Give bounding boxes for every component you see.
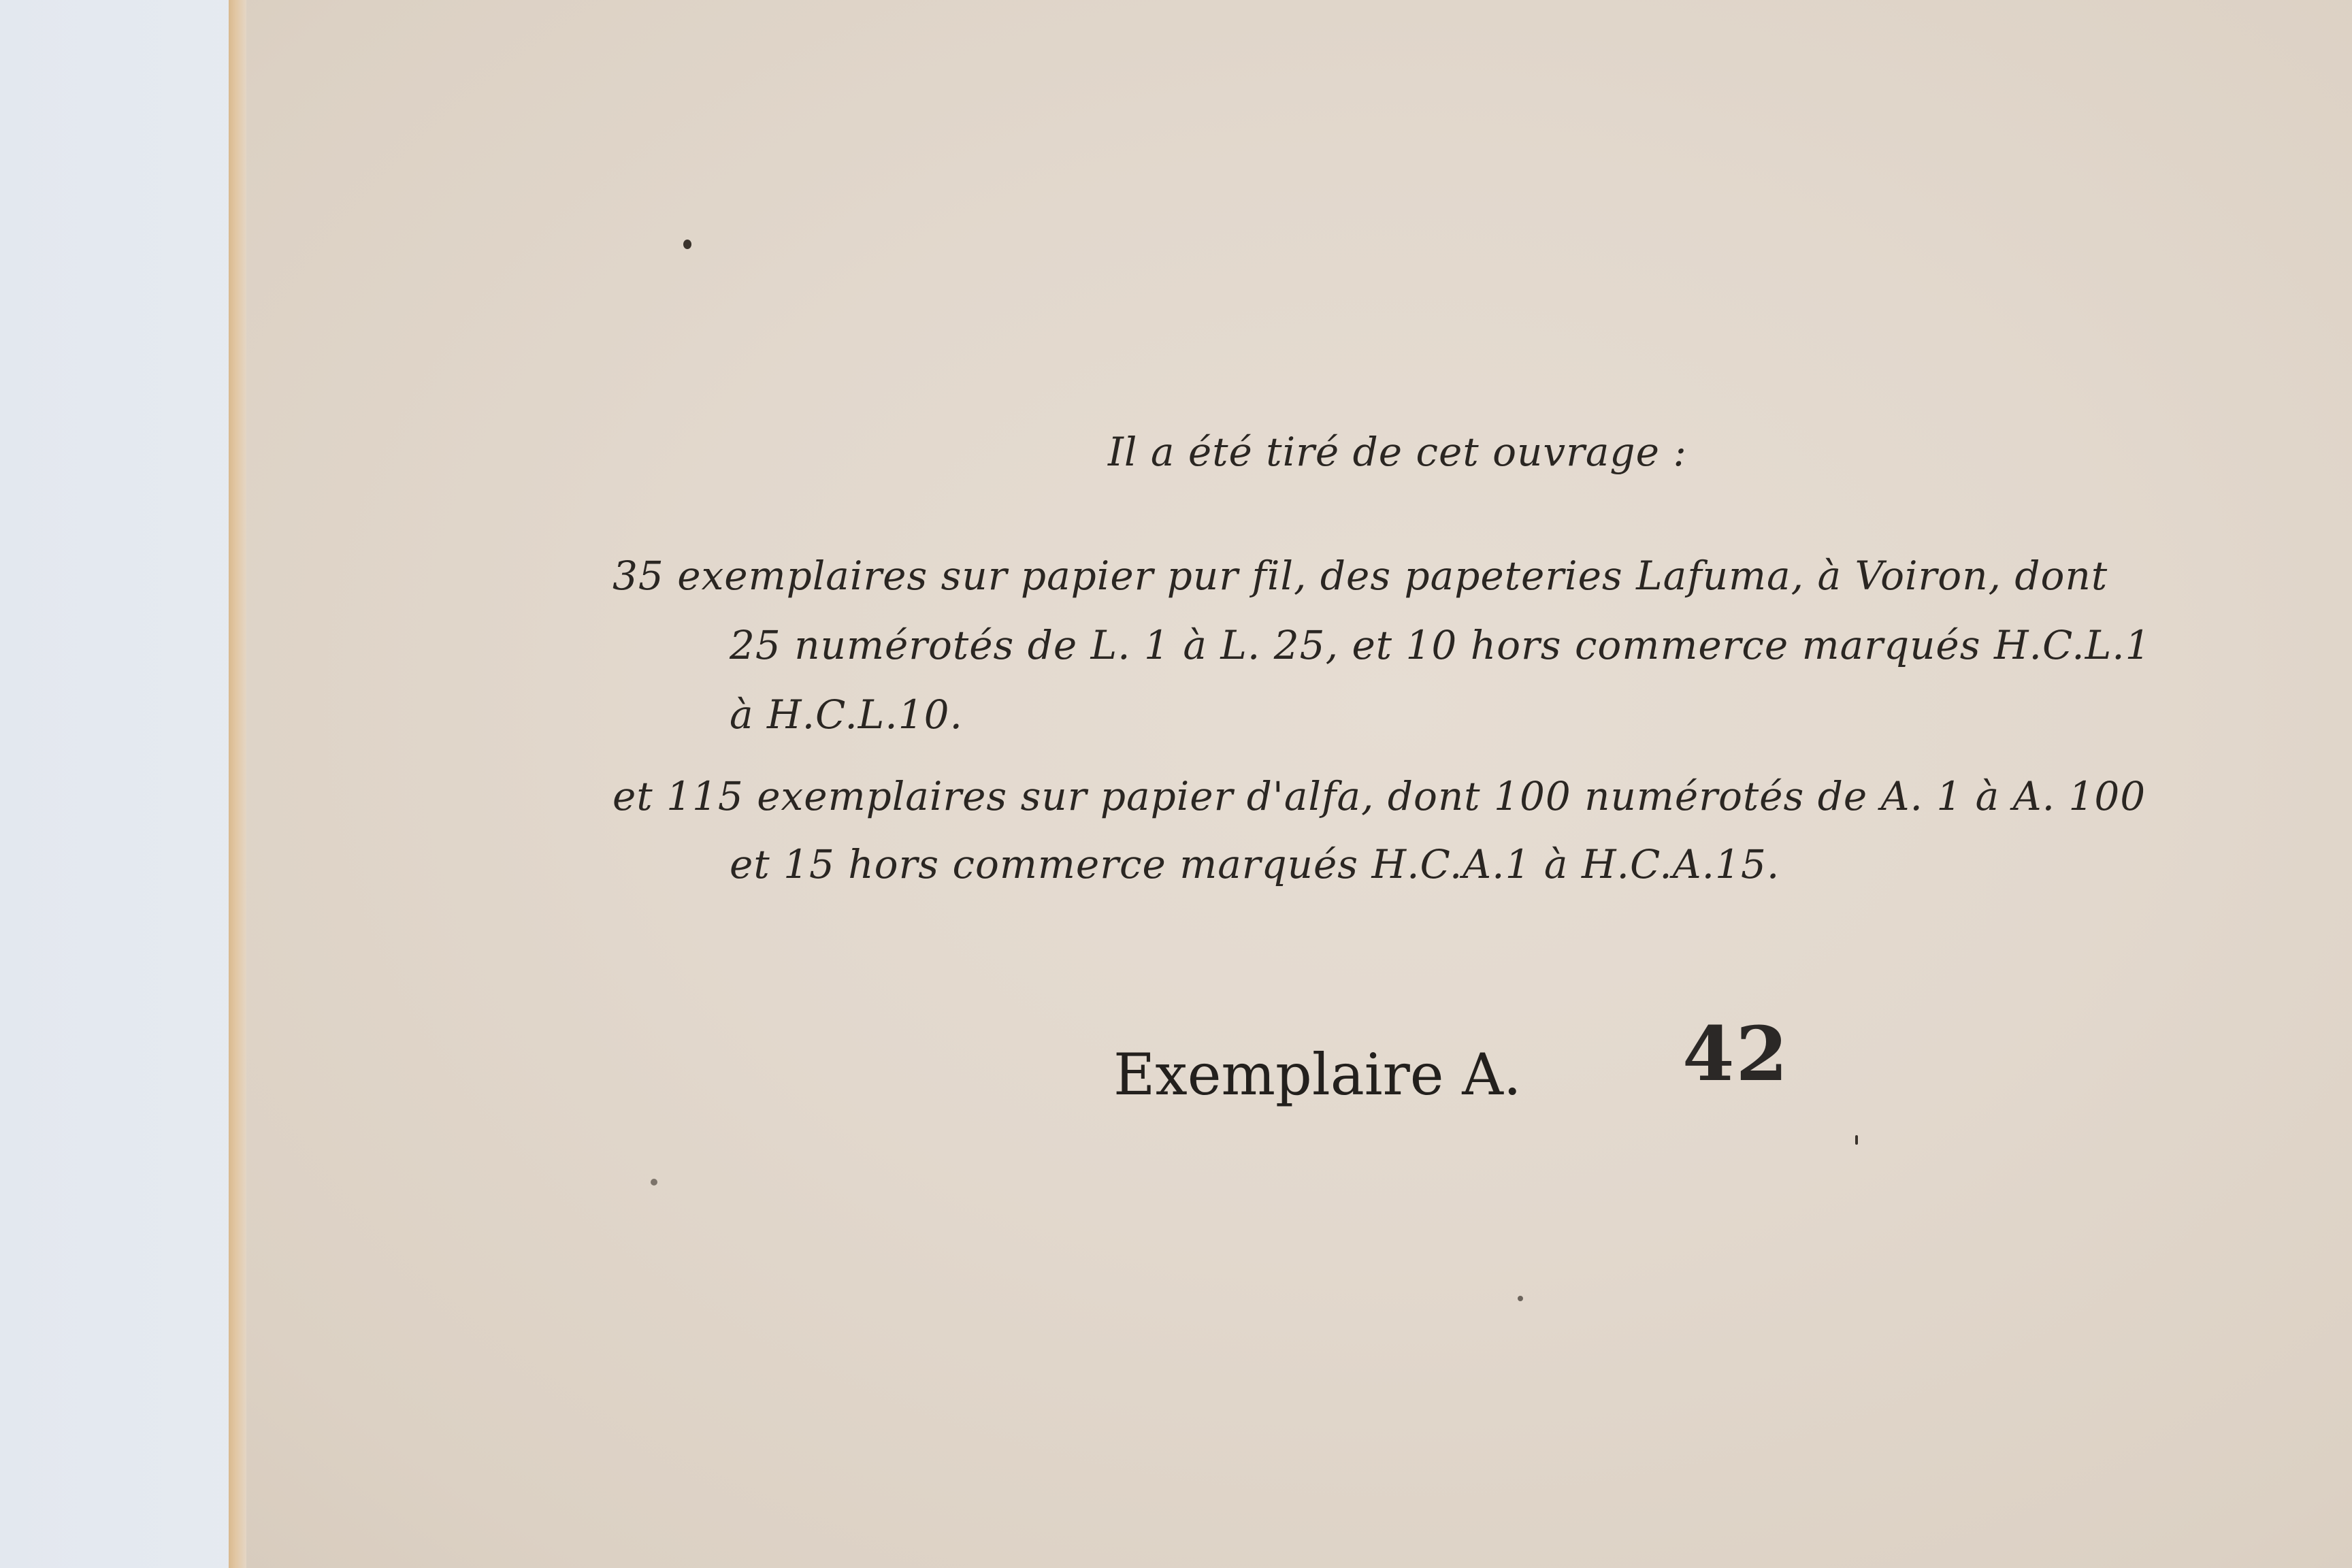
paper-speck	[683, 240, 691, 249]
edition-lafuma-line-2: 25 numérotés de L. 1 à L. 25, et 10 hors commerce marqués H.C.L.1	[730, 622, 2151, 668]
paper-speck	[651, 1179, 657, 1186]
page-edge	[229, 0, 246, 1568]
edition-alfa-line-2: et 15 hors commerce marqués H.C.A.1 à H.C.A.15.	[730, 841, 1780, 887]
copy-number-stamp: 42	[1682, 1010, 1790, 1098]
edition-lafuma-line-1: 35 exemplaires sur papier pur fil, des papeteries Lafuma, à Voiron, dont	[612, 553, 2108, 599]
edition-lafuma-line-3: à H.C.L.10.	[730, 691, 963, 738]
edition-alfa-line-1: et 115 exemplaires sur papier d'alfa, dont 100 numérotés de A. 1 à A. 100	[612, 773, 2146, 819]
edition-intro: Il a été tiré de cet ouvrage :	[1108, 429, 1687, 475]
copy-label: Exemplaire A.	[1113, 1041, 1522, 1108]
book-page	[229, 0, 2352, 1568]
paper-speck	[1855, 1135, 1858, 1145]
paper-speck	[1518, 1296, 1523, 1301]
